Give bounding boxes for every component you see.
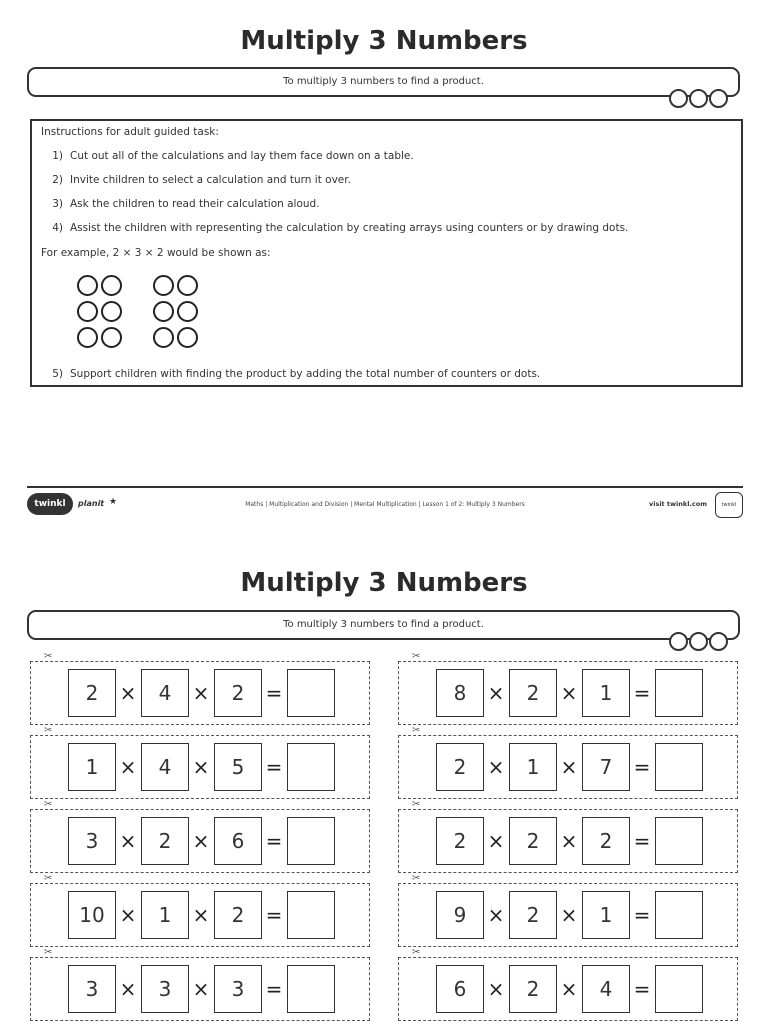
banner-rings xyxy=(669,89,729,107)
times-sign: × xyxy=(560,903,578,927)
times-sign: × xyxy=(487,829,505,853)
counter-dot xyxy=(153,275,174,296)
page-title: Multiply 3 Numbers xyxy=(240,26,528,56)
counter-dot xyxy=(177,327,198,348)
counter-dot xyxy=(153,327,174,348)
planit-logo: planit xyxy=(78,499,105,508)
instructions-box xyxy=(30,119,743,387)
calculation-card[interactable] xyxy=(30,661,370,725)
ring-icon xyxy=(689,632,708,651)
factor-box: 3 xyxy=(141,965,189,1013)
equals-sign: = xyxy=(633,681,651,705)
factor-box: 1 xyxy=(68,743,116,791)
step-text: Cut out all of the calculations and lay them face down on a table. xyxy=(70,150,414,162)
factor-box: 6 xyxy=(214,817,262,865)
step-text: Ask the children to read their calculation aloud. xyxy=(70,198,320,210)
factor-box: 2 xyxy=(509,891,557,939)
scissor-icon: ✂ xyxy=(412,725,421,736)
equals-sign: = xyxy=(265,977,283,1001)
counter-dot xyxy=(101,301,122,322)
example-text: For example, 2 × 3 × 2 would be shown as: xyxy=(41,247,271,259)
ring-icon xyxy=(669,632,688,651)
scissor-icon: ✂ xyxy=(412,799,421,810)
factor-box: 7 xyxy=(582,743,630,791)
instruction-step xyxy=(41,198,320,210)
times-sign: × xyxy=(119,829,137,853)
objective-banner xyxy=(27,610,740,640)
times-sign: × xyxy=(192,903,210,927)
counter-dot xyxy=(101,327,122,348)
step-text: Assist the children with representing the calculation by creating arrays using counters or by drawing dots. xyxy=(70,222,629,234)
times-sign: × xyxy=(560,681,578,705)
counter-dot xyxy=(153,301,174,322)
scissor-icon: ✂ xyxy=(44,947,53,958)
factor-box: 2 xyxy=(68,669,116,717)
quality-badge-icon: twinkl xyxy=(715,492,743,518)
instruction-step xyxy=(41,222,628,234)
equals-sign: = xyxy=(633,755,651,779)
visit-link[interactable]: visit twinkl.com xyxy=(648,500,707,508)
ring-icon xyxy=(669,89,688,108)
times-sign: × xyxy=(119,903,137,927)
factor-box: 2 xyxy=(436,817,484,865)
times-sign: × xyxy=(487,977,505,1001)
breadcrumb: Maths | Multiplication and Division | Mental Multiplication | Lesson 1 of 2: Multiply 3 Numbers xyxy=(245,501,525,508)
equals-sign: = xyxy=(633,903,651,927)
calculation-card[interactable] xyxy=(30,809,370,873)
scissor-icon: ✂ xyxy=(44,725,53,736)
equals-sign: = xyxy=(633,829,651,853)
factor-box: 2 xyxy=(509,669,557,717)
factor-box: 2 xyxy=(141,817,189,865)
step-number: 3) xyxy=(52,198,63,210)
factor-box: 2 xyxy=(509,965,557,1013)
times-sign: × xyxy=(119,755,137,779)
factor-box: 9 xyxy=(436,891,484,939)
objective-text: To multiply 3 numbers to find a product. xyxy=(283,76,484,87)
factor-box: 2 xyxy=(214,891,262,939)
factor-box: 1 xyxy=(582,891,630,939)
factor-box: 3 xyxy=(68,817,116,865)
times-sign: × xyxy=(560,829,578,853)
answer-box[interactable] xyxy=(655,743,703,791)
times-sign: × xyxy=(487,681,505,705)
equals-sign: = xyxy=(265,903,283,927)
answer-box[interactable] xyxy=(287,891,335,939)
answer-box[interactable] xyxy=(655,965,703,1013)
factor-box: 2 xyxy=(582,817,630,865)
equals-sign: = xyxy=(265,829,283,853)
calculation-card[interactable] xyxy=(30,883,370,947)
times-sign: × xyxy=(560,755,578,779)
answer-box[interactable] xyxy=(655,891,703,939)
times-sign: × xyxy=(560,977,578,1001)
scissor-icon: ✂ xyxy=(412,873,421,884)
dot-array-example xyxy=(77,275,207,355)
step-text: Support children with finding the product by adding the total number of counters or dots. xyxy=(70,368,541,380)
factor-box: 4 xyxy=(141,669,189,717)
answer-box[interactable] xyxy=(655,669,703,717)
counter-dot xyxy=(77,327,98,348)
page-footer xyxy=(27,486,743,522)
banner-rings xyxy=(669,632,729,650)
answer-box[interactable] xyxy=(287,965,335,1013)
step-number: 4) xyxy=(52,222,63,234)
step-number: 1) xyxy=(52,150,63,162)
answer-box[interactable] xyxy=(287,817,335,865)
counter-dot xyxy=(101,275,122,296)
ring-icon xyxy=(709,89,728,108)
page-title: Multiply 3 Numbers xyxy=(240,568,528,598)
equals-sign: = xyxy=(265,755,283,779)
scissor-icon: ✂ xyxy=(44,799,53,810)
scissor-icon: ✂ xyxy=(44,873,53,884)
factor-box: 3 xyxy=(214,965,262,1013)
objective-text: To multiply 3 numbers to find a product. xyxy=(283,619,484,630)
calculation-card[interactable] xyxy=(398,957,738,1021)
times-sign: × xyxy=(192,681,210,705)
factor-box: 3 xyxy=(68,965,116,1013)
factor-box: 2 xyxy=(214,669,262,717)
factor-box: 1 xyxy=(582,669,630,717)
times-sign: × xyxy=(487,755,505,779)
counter-dot xyxy=(177,301,198,322)
factor-box: 2 xyxy=(436,743,484,791)
factor-box: 1 xyxy=(509,743,557,791)
counter-dot xyxy=(77,301,98,322)
star-icon: ★ xyxy=(109,497,118,507)
calculation-card[interactable] xyxy=(398,661,738,725)
calculation-card[interactable] xyxy=(398,735,738,799)
calculation-card[interactable] xyxy=(398,809,738,873)
answer-box[interactable] xyxy=(287,743,335,791)
step-text: Invite children to select a calculation and turn it over. xyxy=(70,174,351,186)
scissor-icon: ✂ xyxy=(412,947,421,958)
times-sign: × xyxy=(192,829,210,853)
instruction-step xyxy=(41,174,351,186)
times-sign: × xyxy=(119,681,137,705)
scissor-icon: ✂ xyxy=(412,651,421,662)
scissor-icon: ✂ xyxy=(44,651,53,662)
factor-box: 5 xyxy=(214,743,262,791)
factor-box: 10 xyxy=(68,891,116,939)
calculation-card[interactable] xyxy=(30,957,370,1021)
counter-dot xyxy=(177,275,198,296)
counter-dot xyxy=(77,275,98,296)
factor-box: 4 xyxy=(141,743,189,791)
factor-box: 8 xyxy=(436,669,484,717)
step-number: 2) xyxy=(52,174,63,186)
equals-sign: = xyxy=(633,977,651,1001)
times-sign: × xyxy=(487,903,505,927)
calculation-card[interactable] xyxy=(398,883,738,947)
ring-icon xyxy=(689,89,708,108)
equals-sign: = xyxy=(265,681,283,705)
step-number: 5) xyxy=(52,368,63,380)
factor-box: 4 xyxy=(582,965,630,1013)
times-sign: × xyxy=(119,977,137,1001)
instruction-step xyxy=(41,150,414,162)
answer-box[interactable] xyxy=(287,669,335,717)
calculation-card[interactable] xyxy=(30,735,370,799)
times-sign: × xyxy=(192,755,210,779)
ring-icon xyxy=(709,632,728,651)
factor-box: 6 xyxy=(436,965,484,1013)
times-sign: × xyxy=(192,977,210,1001)
instruction-step xyxy=(41,368,540,380)
factor-box: 2 xyxy=(509,817,557,865)
factor-box: 1 xyxy=(141,891,189,939)
answer-box[interactable] xyxy=(655,817,703,865)
instructions-heading: Instructions for adult guided task: xyxy=(41,126,219,138)
objective-banner xyxy=(27,67,740,97)
twinkl-logo: twinkl xyxy=(27,493,73,515)
